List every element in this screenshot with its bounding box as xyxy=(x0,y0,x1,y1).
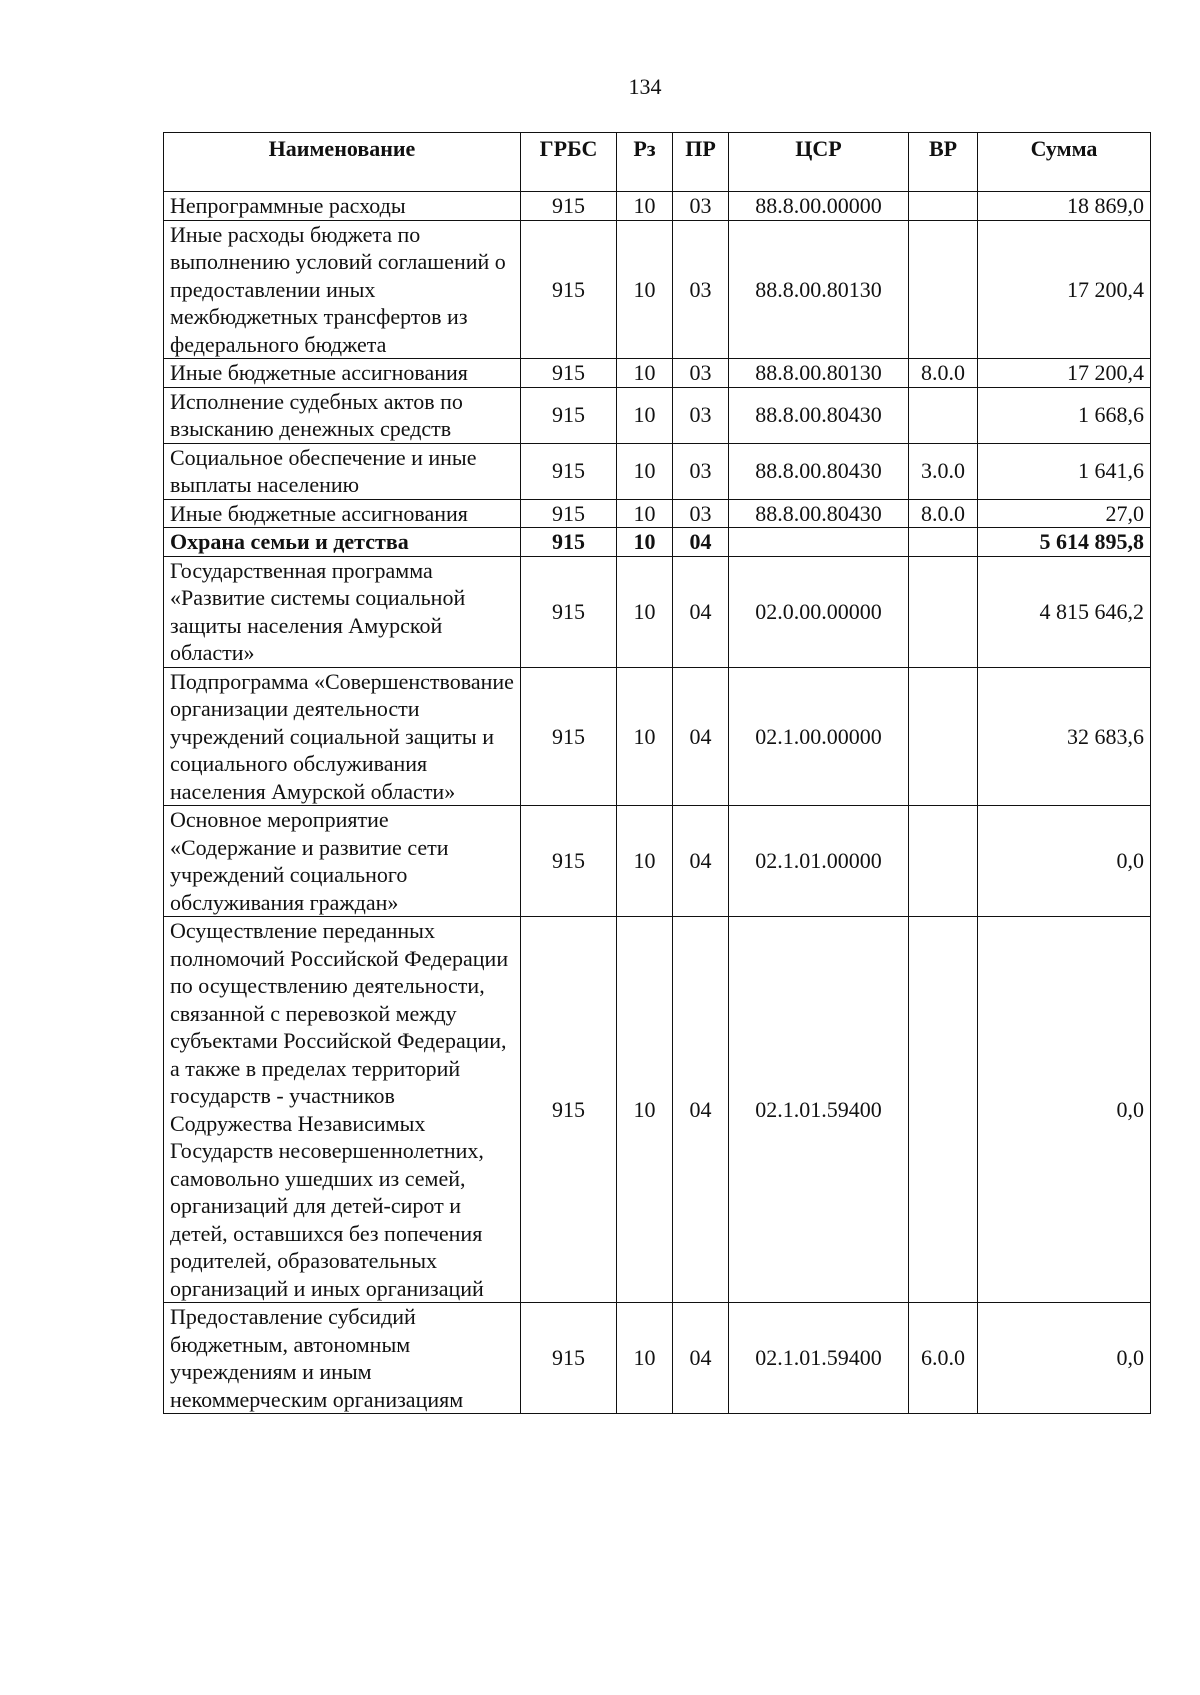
table-row xyxy=(164,528,1151,557)
table-row xyxy=(164,359,1151,388)
cell-pr: 04 xyxy=(673,917,729,1303)
header-csr: ЦСР xyxy=(729,133,909,192)
cell-name: Основное мероприятие «Содержание и развитие сети учреждений социального обслуживания граждан» xyxy=(164,806,521,917)
cell-grbs: 915 xyxy=(521,387,617,443)
cell-name: Непрограммные расходы xyxy=(164,192,521,221)
cell-vr xyxy=(909,556,978,667)
header-vr: ВР xyxy=(909,133,978,192)
cell-pr: 03 xyxy=(673,387,729,443)
cell-sum: 17 200,4 xyxy=(978,359,1151,388)
cell-csr: 88.8.00.80130 xyxy=(729,359,909,388)
header-grbs: ГРБС xyxy=(521,133,617,192)
cell-rz: 10 xyxy=(617,499,673,528)
cell-csr xyxy=(729,528,909,557)
cell-grbs: 915 xyxy=(521,192,617,221)
cell-pr: 03 xyxy=(673,192,729,221)
cell-rz: 10 xyxy=(617,443,673,499)
cell-grbs: 915 xyxy=(521,443,617,499)
cell-grbs: 915 xyxy=(521,220,617,359)
cell-csr: 02.1.00.00000 xyxy=(729,667,909,806)
cell-grbs: 915 xyxy=(521,917,617,1303)
table-row xyxy=(164,443,1151,499)
cell-sum: 18 869,0 xyxy=(978,192,1151,221)
cell-csr: 88.8.00.00000 xyxy=(729,192,909,221)
cell-csr: 88.8.00.80430 xyxy=(729,387,909,443)
cell-pr: 04 xyxy=(673,667,729,806)
cell-pr: 03 xyxy=(673,499,729,528)
cell-rz: 10 xyxy=(617,806,673,917)
cell-vr xyxy=(909,192,978,221)
cell-vr xyxy=(909,528,978,557)
cell-name: Подпрограмма «Совершенствование организации деятельности учреждений социальной защиты и социального обслуживания населения Амурской области» xyxy=(164,667,521,806)
cell-csr: 02.1.01.59400 xyxy=(729,917,909,1303)
cell-rz: 10 xyxy=(617,667,673,806)
cell-rz: 10 xyxy=(617,192,673,221)
cell-sum: 0,0 xyxy=(978,806,1151,917)
table-row xyxy=(164,220,1151,359)
cell-sum: 4 815 646,2 xyxy=(978,556,1151,667)
cell-grbs: 915 xyxy=(521,528,617,557)
cell-pr: 03 xyxy=(673,443,729,499)
table-body xyxy=(164,192,1151,1414)
cell-csr: 02.0.00.00000 xyxy=(729,556,909,667)
cell-sum: 1 668,6 xyxy=(978,387,1151,443)
cell-name: Предоставление субсидий бюджетным, автономным учреждениям и иным некоммерческим организациям xyxy=(164,1303,521,1414)
cell-name: Осуществление переданных полномочий Российской Федерации по осуществлению деятельности, связанной с перевозкой между субъектами Российской Федерации, а также в пределах территорий государств - участников Содружества Независимых Государств несовершеннолетних, самовольно ушедших из семей, организаций для детей-сирот и детей, оставшихся без попечения родителей, образовательных организаций и иных организаций xyxy=(164,917,521,1303)
table-row xyxy=(164,387,1151,443)
cell-csr: 88.8.00.80430 xyxy=(729,499,909,528)
table-row xyxy=(164,1303,1151,1414)
cell-vr: 8.0.0 xyxy=(909,499,978,528)
cell-name: Иные расходы бюджета по выполнению условий соглашений о предоставлении иных межбюджетных трансфертов из федерального бюджета xyxy=(164,220,521,359)
header-rz: Рз xyxy=(617,133,673,192)
cell-name: Исполнение судебных актов по взысканию денежных средств xyxy=(164,387,521,443)
cell-sum: 27,0 xyxy=(978,499,1151,528)
table-row xyxy=(164,917,1151,1303)
cell-name: Социальное обеспечение и иные выплаты населению xyxy=(164,443,521,499)
cell-pr: 03 xyxy=(673,359,729,388)
cell-csr: 02.1.01.59400 xyxy=(729,1303,909,1414)
cell-rz: 10 xyxy=(617,556,673,667)
cell-rz: 10 xyxy=(617,528,673,557)
table-row xyxy=(164,806,1151,917)
cell-vr xyxy=(909,806,978,917)
header-name: Наименование xyxy=(164,133,521,192)
cell-csr: 02.1.01.00000 xyxy=(729,806,909,917)
cell-vr: 6.0.0 xyxy=(909,1303,978,1414)
cell-grbs: 915 xyxy=(521,667,617,806)
cell-sum: 17 200,4 xyxy=(978,220,1151,359)
cell-vr: 8.0.0 xyxy=(909,359,978,388)
cell-name: Иные бюджетные ассигнования xyxy=(164,499,521,528)
header-sum: Сумма xyxy=(978,133,1151,192)
cell-grbs: 915 xyxy=(521,556,617,667)
cell-pr: 04 xyxy=(673,806,729,917)
cell-vr xyxy=(909,917,978,1303)
cell-rz: 10 xyxy=(617,359,673,388)
cell-vr xyxy=(909,667,978,806)
cell-rz: 10 xyxy=(617,220,673,359)
cell-rz: 10 xyxy=(617,1303,673,1414)
cell-rz: 10 xyxy=(617,917,673,1303)
cell-csr: 88.8.00.80430 xyxy=(729,443,909,499)
cell-rz: 10 xyxy=(617,387,673,443)
cell-sum: 5 614 895,8 xyxy=(978,528,1151,557)
cell-csr: 88.8.00.80130 xyxy=(729,220,909,359)
cell-pr: 04 xyxy=(673,556,729,667)
cell-grbs: 915 xyxy=(521,806,617,917)
page-number: 134 xyxy=(628,74,662,99)
cell-sum: 0,0 xyxy=(978,1303,1151,1414)
table-row xyxy=(164,667,1151,806)
cell-sum: 0,0 xyxy=(978,917,1151,1303)
cell-vr: 3.0.0 xyxy=(909,443,978,499)
cell-sum: 32 683,6 xyxy=(978,667,1151,806)
cell-vr xyxy=(909,387,978,443)
cell-pr: 03 xyxy=(673,220,729,359)
table-row xyxy=(164,192,1151,221)
cell-pr: 04 xyxy=(673,528,729,557)
cell-name: Охрана семьи и детства xyxy=(164,528,521,557)
cell-sum: 1 641,6 xyxy=(978,443,1151,499)
header-pr: ПР xyxy=(673,133,729,192)
cell-grbs: 915 xyxy=(521,499,617,528)
cell-name: Иные бюджетные ассигнования xyxy=(164,359,521,388)
cell-grbs: 915 xyxy=(521,1303,617,1414)
cell-pr: 04 xyxy=(673,1303,729,1414)
cell-vr xyxy=(909,220,978,359)
table-row xyxy=(164,499,1151,528)
table-row xyxy=(164,556,1151,667)
budget-table xyxy=(163,132,1151,1414)
cell-grbs: 915 xyxy=(521,359,617,388)
cell-name: Государственная программа «Развитие системы социальной защиты населения Амурской области» xyxy=(164,556,521,667)
table-header-row xyxy=(164,133,1151,192)
